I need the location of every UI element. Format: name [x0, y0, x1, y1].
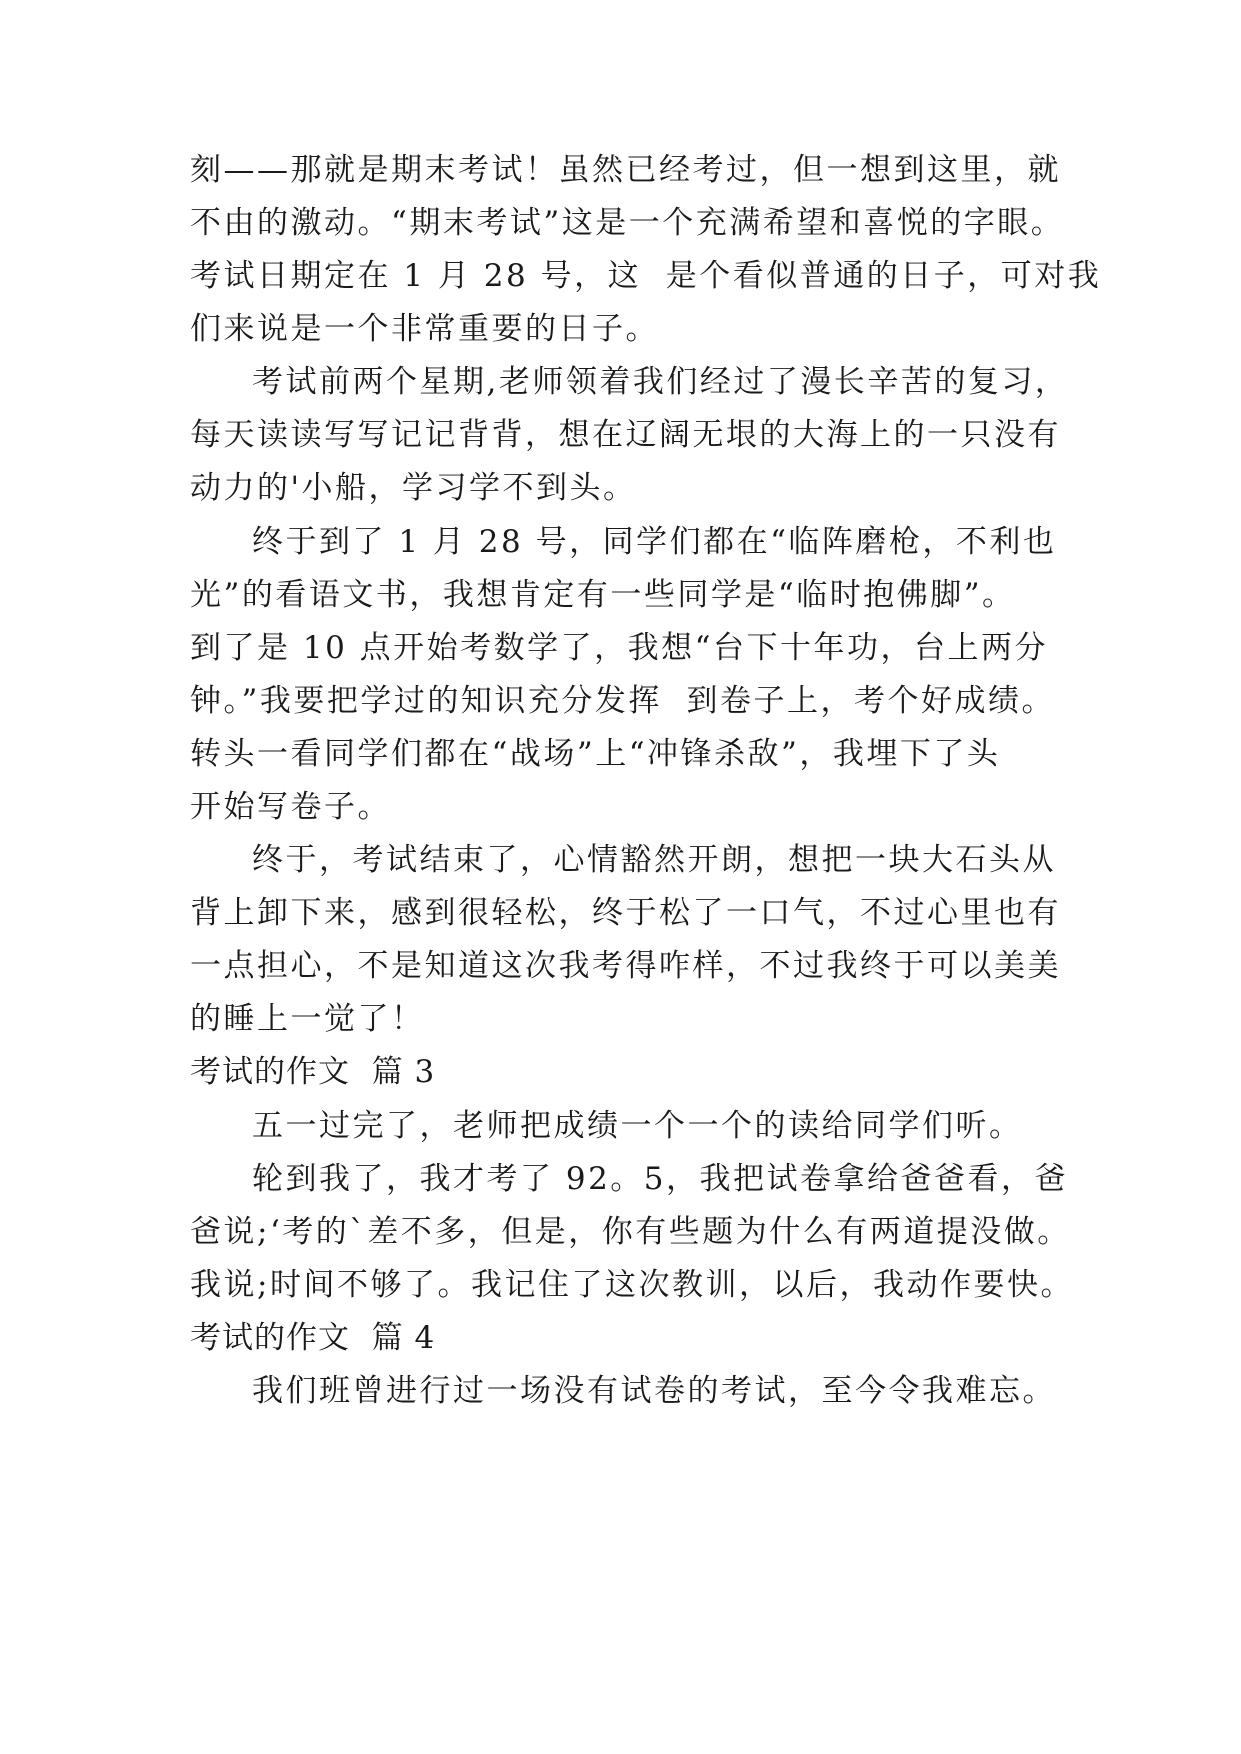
paragraph-line: 不由的激动。“期末考试”这是一个充满希望和喜悦的字眼。	[190, 205, 1065, 241]
paragraph-line: 刻——那就是期末考试！虽然已经考过，但一想到这里，就	[190, 152, 1061, 188]
paragraph-line: 轮到我了，我才考了 92。5，我把试卷拿给爸爸看，爸	[252, 1161, 1069, 1197]
paragraph-line: 光”的看语文书，我想肯定有一些同学是“临时抱佛脚”。	[190, 577, 1016, 613]
paragraph-line: 钟。”我要把学过的知识充分发挥 到卷子上，考个好成绩。	[190, 683, 1056, 719]
paragraph-line: 到了是 10 点开始考数学了，我想“台下十年功，台上两分	[190, 630, 1048, 666]
paragraph-line: 爸说;‘考的`差不多，但是，你有些题为什么有两道提没做。	[190, 1214, 1071, 1250]
paragraph-line: 一点担心，不是知道这次我考得咋样，不过我终于可以美美	[190, 948, 1061, 984]
paragraph-line: 每天读读写写记记背背，想在辽阔无垠的大海上的一只没有	[190, 417, 1061, 453]
paragraph-line: 们来说是一个非常重要的日子。	[190, 311, 659, 347]
paragraph-line: 终于到了 1 月 28 号，同学们都在“临阵磨枪，不利也	[252, 524, 1057, 560]
paragraph-line: 的睡上一觉了！	[190, 1001, 425, 1037]
paragraph-line: 背上卸下来，感到很轻松，终于松了一口气，不过心里也有	[190, 895, 1061, 931]
paragraph-line: 考试前两个星期,老师领着我们经过了漫长辛苦的复习，	[252, 364, 1069, 400]
paragraph-line: 终于，考试结束了，心情豁然开朗，想把一块大石头从	[252, 842, 1056, 878]
paragraph-line: 考试日期定在 1 月 28 号，这 是个看似普通的日子，可对我	[190, 258, 1102, 294]
paragraph-line: 开始写卷子。	[190, 789, 391, 825]
paragraph-line: 我说;时间不够了。我记住了这次教训，以后，我动作要快。	[190, 1267, 1074, 1303]
section-heading: 考试的作文 篇 3	[190, 1054, 436, 1090]
paragraph-line: 五一过完了，老师把成绩一个一个的读给同学们听。	[252, 1108, 1023, 1144]
section-heading: 考试的作文 篇 4	[190, 1320, 436, 1356]
paragraph-line: 动力的'小船，学习学不到头。	[190, 470, 637, 506]
paragraph-line: 我们班曾进行过一场没有试卷的考试，至今令我难忘。	[252, 1373, 1056, 1409]
paragraph-line: 转头一看同学们都在“战场”上“冲锋杀敌”，我埋下了头	[190, 736, 1001, 772]
